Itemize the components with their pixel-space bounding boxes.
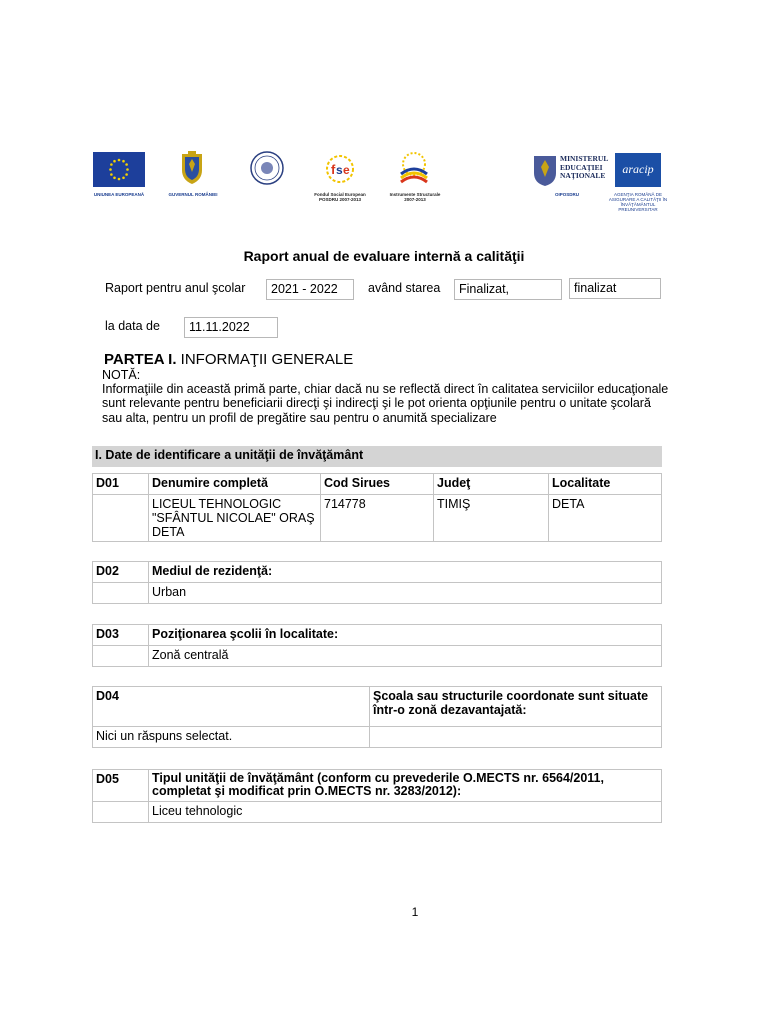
d01-table — [92, 473, 662, 542]
table-row — [93, 495, 662, 542]
state-label: având starea — [368, 281, 441, 295]
state-field[interactable]: Finalizat, — [454, 279, 562, 300]
note-text: Informaţiile din această primă parte, chiar dacă nu se reflectă direct în calitatea serviciilor educaţionale sunt relevante pentru beneficiarii direcţi şi indirecţi şi le pot orienta opţiunile pentru o unitate şcolară sau alta, pentru un profil de pregătire sau pentru o anumită specializare — [102, 382, 669, 425]
d02-value: Urban — [149, 583, 662, 604]
d03-table — [92, 624, 662, 667]
fse-logo — [322, 152, 358, 186]
page-number: 1 — [411, 905, 419, 919]
d03-empty-cell — [93, 646, 149, 667]
seal-logo — [250, 151, 284, 185]
table-row — [93, 562, 662, 583]
d01-header-localitate: Localitate — [549, 474, 662, 495]
date-field[interactable]: 11.11.2022 — [184, 317, 278, 338]
instrumente-structurale-logo — [395, 150, 433, 186]
d02-code: D02 — [93, 562, 149, 583]
year-label: Raport pentru anul şcolar — [105, 281, 246, 295]
part-title: INFORMAŢII GENERALE — [176, 351, 354, 368]
table-row — [93, 687, 662, 727]
d05-label: Tipul unităţii de învăţământ (conform cu prevederile O.MECTS nr. 6564/2011, completat şi modificat prin O.MECTS nr. 3283/2012): — [149, 770, 662, 802]
table-row — [93, 474, 662, 495]
fse-caption: Fondul Social European POSDRU 2007-2013 — [314, 192, 366, 202]
d02-label: Mediul de rezidenţă: — [149, 562, 662, 583]
d05-empty-cell — [93, 802, 149, 823]
d01-empty-cell — [93, 495, 149, 542]
d05-value: Liceu tehnologic — [149, 802, 662, 823]
d01-header-sirues: Cod Sirues — [321, 474, 434, 495]
d04-value: Nici un răspuns selectat. — [93, 727, 370, 748]
year-field[interactable]: 2021 - 2022 — [266, 279, 354, 300]
state-field-2[interactable]: finalizat — [569, 278, 661, 299]
note-label: NOTĂ: — [102, 368, 141, 382]
d01-header-name: Denumire completă — [149, 474, 321, 495]
svg-text:s: s — [336, 163, 343, 177]
aracip-caption: AGENŢIA ROMÂNĂ DE ASIGURARE A CALITĂŢII ÎN ÎNVĂŢĂMÂNTUL PREUNIVERSITAR — [608, 192, 668, 212]
d04-code: D04 — [93, 687, 370, 727]
d04-table — [92, 686, 662, 748]
gov-caption: GUVERNUL ROMÂNIEI — [168, 192, 218, 197]
eu-flag-logo — [93, 152, 145, 187]
eu-caption: UNIUNEA EUROPEANĂ — [93, 192, 145, 197]
d01-sirues-value: 714778 — [321, 495, 434, 542]
d03-code: D03 — [93, 625, 149, 646]
d01-name-value: LICEUL TEHNOLOGIC "SFÂNTUL NICOLAE" ORAŞ DETA — [149, 495, 321, 542]
table-row — [93, 625, 662, 646]
d04-empty-cell — [370, 727, 662, 748]
d04-label: Şcoala sau structurile coordonate sunt situate într-o zonă dezavantajată: — [370, 687, 662, 727]
d01-localitate-value: DETA — [549, 495, 662, 542]
d05-table — [92, 769, 662, 823]
part-number: PARTEA I. — [104, 351, 177, 368]
d01-header-judet: Judeţ — [434, 474, 549, 495]
date-label: la data de — [105, 319, 160, 333]
d02-empty-cell — [93, 583, 149, 604]
table-row — [93, 770, 662, 802]
d03-value: Zonă centrală — [149, 646, 662, 667]
table-row — [93, 646, 662, 667]
d01-judet-value: TIMIŞ — [434, 495, 549, 542]
svg-text:e: e — [343, 163, 350, 177]
oiposdru-caption: OIPOSDRU — [554, 192, 579, 197]
table-row — [93, 802, 662, 823]
is-caption: Instrumente Structurale 2007-2013 — [389, 192, 441, 202]
aracip-text: aracip — [622, 162, 654, 176]
d02-table — [92, 561, 662, 604]
report-title: Raport anual de evaluare internă a calităţii — [243, 248, 525, 264]
d03-label: Poziţionarea şcolii în localitate: — [149, 625, 662, 646]
aracip-logo — [615, 153, 661, 187]
section-header: I. Date de identificare a unităţii de învăţământ — [92, 446, 662, 467]
table-row — [93, 583, 662, 604]
romania-coat-of-arms-logo — [178, 150, 206, 186]
d05-code: D05 — [93, 770, 149, 802]
table-row — [93, 727, 662, 748]
ministry-text: MINISTERUL EDUCAŢIEI NAŢIONALE — [560, 154, 608, 180]
d01-code: D01 — [93, 474, 149, 495]
part-heading — [104, 351, 353, 368]
svg-text:f: f — [331, 162, 336, 177]
note-block — [102, 368, 672, 425]
ministry-logo — [531, 153, 607, 189]
